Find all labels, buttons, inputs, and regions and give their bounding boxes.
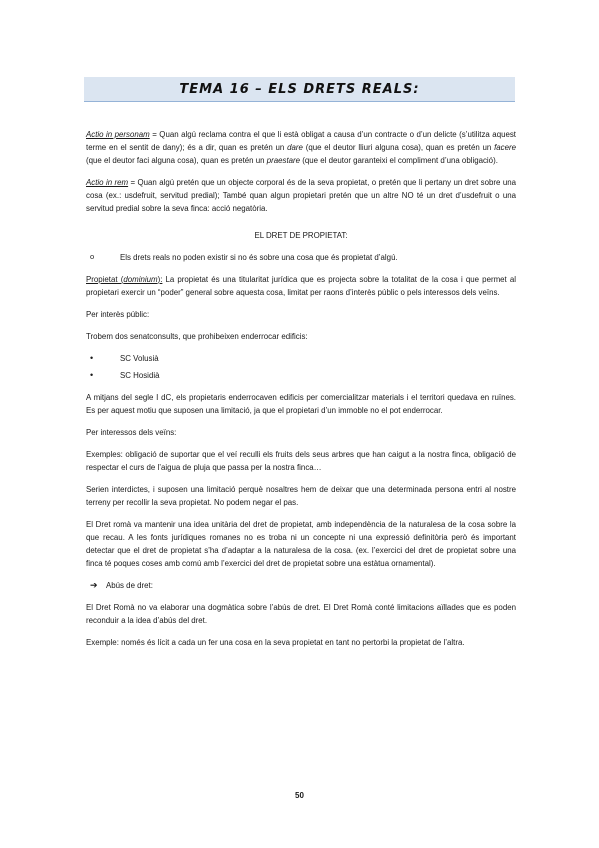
list-item: • SC Hosidià (86, 369, 516, 382)
text-span: La propietat és una titularitat jurídica que es projecta sobre la totalitat de la cosa i que permet al propietari exercir un “poder” general sobre aquesta cosa, limitat per raons d’interès públic o pels interessos dels veïns. (86, 275, 516, 297)
paragraph-mitjans: A mitjans del segle I dC, els propietaris enderrocaven edificis per comercialitzar materials i el territori quedava en ruïnes. Es per aquest motiu que suposen una limitació, ja que el propietari d’un immoble no el pot enderrocar. (86, 393, 516, 415)
page-title: TEMA 16 – ELS DRETS REALS: (179, 81, 420, 97)
text-span: (que el deutor garanteixi el compliment d’una obligació). (300, 156, 498, 165)
text-span: Abús de dret: (106, 581, 153, 590)
list-item: o Els drets reals no poden existir si no és sobre una cosa que és propietat d’algú. (86, 251, 516, 264)
text-span: ): (157, 275, 163, 284)
paragraph-exemple-abus: Exemple: només és lícit a cada un fer una cosa en la seva propietat en tant no pertorbi la propietat de l’altra. (86, 638, 465, 647)
heading-interessos-veins: Per interessos dels veïns: (86, 428, 177, 437)
text-span: = Quan algú reclama contra el que li està obligat a causa d’un contracte o d’un delicte (s’utilitza aquest terme en el sentit de dany); és a dir, quan es pretén un (86, 130, 516, 152)
term-praestare: praestare (266, 156, 301, 165)
paragraph-senatconsults: Trobem dos senatconsults, que prohibeixen enderrocar edificis: (86, 332, 308, 341)
text-span: (que el deutor faci alguna cosa), quan es pretén un (86, 156, 267, 165)
paragraph-interdictes: Serien interdictes, i suposen una limitació perquè nosaltres hem de deixar que una determinada persona entri al nostre terreny per recollir la seva propietat. No podem negar el pas. (86, 485, 516, 507)
text-span: (que el deutor lliuri alguna cosa), quan es pretén un (302, 143, 495, 152)
arrow-right-icon: ➔ (90, 580, 98, 590)
paragraph-actio-rem (86, 176, 516, 215)
paragraph-dret-roma: El Dret romà va mantenir una idea unitària del dret de propietat, amb independència de la naturalesa de la cosa sobre la que recau. A les fonts jurídiques romanes no es troba ni un concepte ni una expressió definitòria però és important detectar que el dret de propietat s’ha d’adaptar a la naturalesa de la cosa. (ex. l’exercici del dret de propietat sobre una finca té poques coses amb comú amb l’exercici del dret de propietat sobre una estàtua ornamental). (86, 520, 516, 568)
senatconsults-list (86, 352, 516, 382)
paragraph-exemples: Exemples: obligació de suportar que el veí reculli els fruits dels seus arbres que han caigut a la nostra finca, obligació de respectar el curs de l’aigua de pluja que passa per la nostra finca… (86, 450, 516, 472)
page-number: 50 (295, 791, 304, 800)
text-span: Propietat ( (86, 275, 124, 284)
document-body (86, 128, 516, 658)
list-item: • SC Volusià (86, 352, 516, 365)
term-actio-personam: Actio in personam (86, 130, 150, 139)
paragraph-propietat (86, 273, 516, 299)
term-facere: facere (494, 143, 516, 152)
term-dominium: dominium (123, 275, 158, 284)
term-dare: dare (287, 143, 303, 152)
term-propietat (86, 275, 162, 284)
heading-interes-public: Per interès públic: (86, 310, 150, 319)
arrow-list-item (86, 579, 516, 592)
paragraph-abus: El Dret Romà no va elaborar una dogmàtica sobre l’abús de dret. El Dret Romà conté limitacions aïllades que es poden reconduir a la idea d’abús del dret. (86, 603, 516, 625)
circle-list (86, 251, 516, 264)
term-actio-rem: Actio in rem (86, 178, 129, 187)
section-heading: EL DRET DE PROPIETAT: (254, 231, 348, 240)
title-banner (84, 77, 515, 102)
paragraph-actio-personam (86, 128, 516, 167)
text-span: = Quan algú pretén que un objecte corporal és de la seva propietat, o pretén que li pertany un dret sobre una cosa (ex.: usdefruit, servitud predial); També quan algun propietari pretén que un altre NO té un dret d’usdefruit o una servitud predial sobre la seva finca: acció negatòria. (86, 178, 516, 213)
